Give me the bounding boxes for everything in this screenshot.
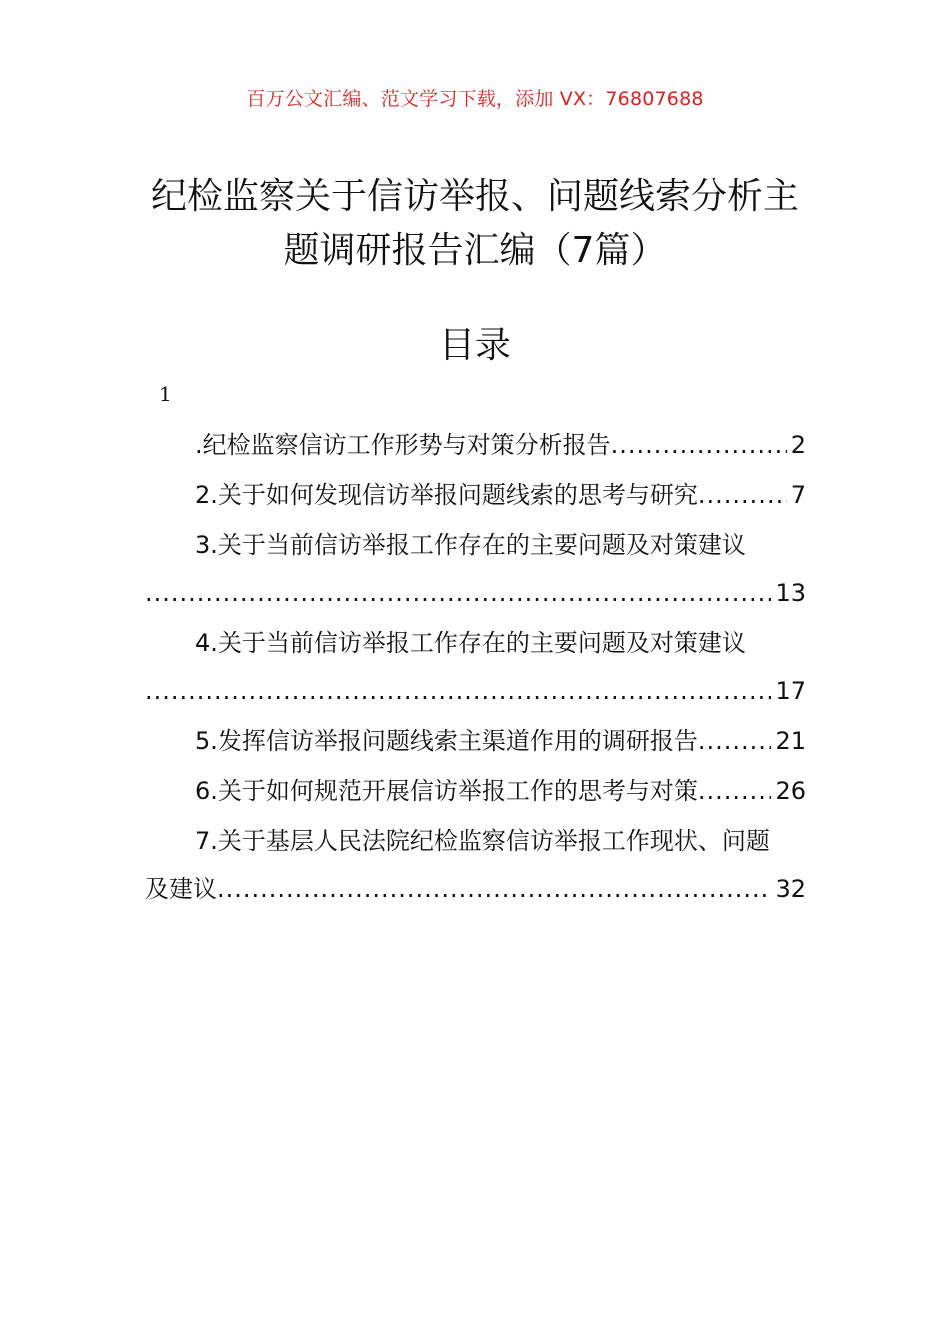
toc-leader-dots	[217, 864, 771, 914]
title-line-2: 题调研报告汇编（7篇）	[283, 230, 667, 271]
toc-leader-dots	[145, 666, 771, 716]
toc-entry-title-cont: 及建议	[145, 875, 217, 903]
stray-number: 1	[159, 382, 172, 406]
toc-leader-dots	[698, 716, 772, 766]
toc-entry-title: 3.关于当前信访举报工作存在的主要问题及对策建议	[195, 531, 746, 559]
toc-page-number: 21	[775, 727, 806, 755]
toc-leader-dots	[698, 766, 772, 816]
toc-page-number: 13	[775, 579, 806, 607]
toc-entry-3[interactable]	[145, 520, 806, 618]
document-title	[130, 170, 820, 278]
toc-page-number: 7	[790, 481, 806, 509]
toc-page-number: 17	[775, 677, 806, 705]
toc-page-number: 32	[775, 875, 806, 903]
toc-entry-title: .纪检监察信访工作形势与对策分析报告	[195, 431, 611, 459]
toc-entry-4[interactable]	[145, 618, 806, 716]
toc-leader-dots	[611, 420, 787, 470]
toc-entry-title: 6.关于如何规范开展信访举报工作的思考与对策	[195, 777, 698, 805]
table-of-contents	[145, 420, 806, 914]
toc-leader-dots	[698, 470, 787, 520]
toc-heading: 目录	[438, 325, 511, 366]
toc-entry-2[interactable]	[145, 470, 806, 520]
toc-entry-title: 5.发挥信访举报问题线索主渠道作用的调研报告	[195, 727, 698, 755]
toc-entry-title: 4.关于当前信访举报工作存在的主要问题及对策建议	[195, 629, 746, 657]
toc-page-number: 26	[775, 777, 806, 805]
toc-entry-5[interactable]	[145, 716, 806, 766]
title-line-1: 纪检监察关于信访举报、问题线索分析主	[150, 176, 799, 217]
toc-page-number: 2	[790, 431, 806, 459]
toc-entry-title: 2.关于如何发现信访举报问题线索的思考与研究	[195, 481, 698, 509]
toc-entry-1[interactable]	[145, 420, 806, 470]
promo-banner: 百万公文汇编、范文学习下载，添加 VX：76807688	[246, 88, 704, 110]
toc-leader-dots	[145, 568, 771, 618]
toc-entry-6[interactable]	[145, 766, 806, 816]
toc-entry-title: 7.关于基层人民法院纪检监察信访举报工作现状、问题	[195, 827, 770, 855]
toc-entry-7[interactable]	[145, 816, 806, 914]
